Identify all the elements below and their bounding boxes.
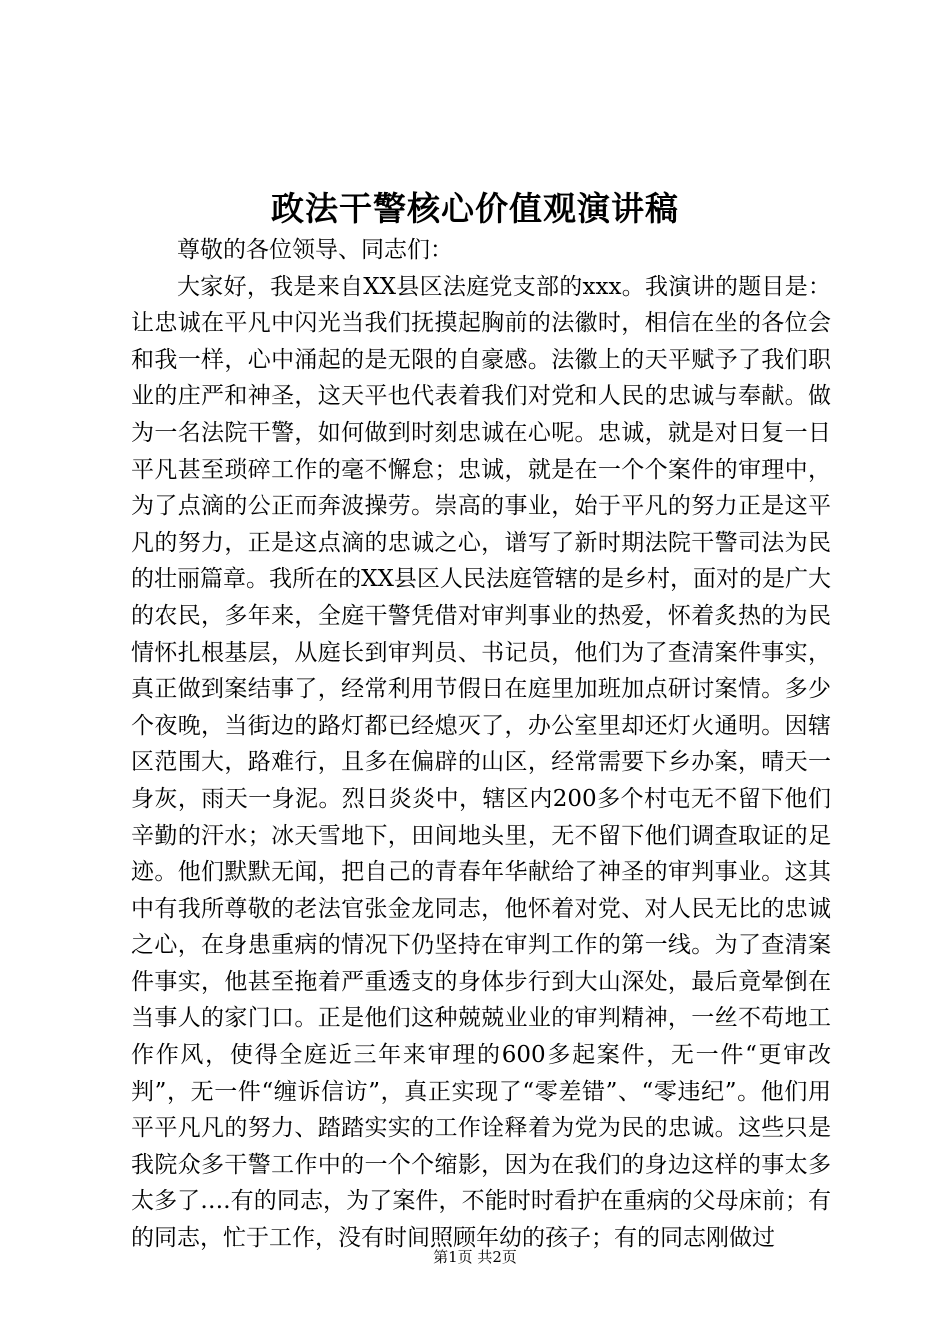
speech-paragraph: 大家好，我是来自XX县区法庭党支部的xxx。我演讲的题目是：让忠诚在平凡中闪光当我们抚摸起胸前的法徽时，相信在坐的各位会和我一样，心中涌起的是无限的自豪感。法徽上的天平赋予了我们职业的庄严和神圣，这天平也代表着我们对党和人民的忠诚与奉献。做为一名法院干警，如何做到时刻忠诚在心呢。忠诚，就是对日复一日平凡甚至琐碎工作的毫不懈怠；忠诚，就是在一个个案件的审理中，为了点滴的公正而奔波操劳。崇高的事业，始于平凡的努力正是这平凡的努力，正是这点滴的忠诚之心，谱写了新时期法院干警司法为民的壮丽篇章。我所在的XX县区人民法庭管辖的是乡村，面对的是广大的农民，多年来，全庭干警凭借对审判事业的热爱，怀着炙热的为民情怀扎根基层，从庭长到审判员、书记员，他们为了查清案件事实，真正做到案结事了，经常利用节假日在庭里加班加点研讨案情。多少个夜晚，当街边的路灯都已经熄灭了，办公室里却还灯火通明。因辖区范围大，路难行，且多在偏辟的山区，经常需要下乡办案，晴天一身灰，雨天一身泥。烈日炎炎中，辖区内200多个村屯无不留下他们辛勤的汗水；冰天雪地下，田间地头里，无不留下他们调查取证的足迹。他们默默无闻，把自己的青春年华献给了神圣的审判事业。这其中有我所尊敬的老法官张金龙同志，他怀着对党、对人民无比的忠诚之心，在身患重病的情况下仍坚持在审判工作的第一线。为了查清案件事实，他甚至拖着严重透支的身体步行到大山深处，最后竟晕倒在当事人的家门口。正是他们这种兢兢业业的审判精神，一丝不苟地工作作风，使得全庭近三年来审理的600多起案件，无一件“更审改判”，无一件“缠诉信访”，真正实现了“零差错”、“零违纪”。他们用平平凡凡的努力、踏踏实实的工作诠释着为党为民的忠诚。这些只是我院众多干警工作中的一个个缩影，因为在我们的身边这样的事太多太多了….有的同志，为了案件，不能时时看护在重病的父母床前；有的同志，忙于工作，没有时间照顾年幼的孩子；有的同志刚做过 (131, 273, 831, 1252)
document-title: 政法干警核心价值观演讲稿 (271, 189, 679, 228)
salutation-paragraph: 尊敬的各位领导、同志们： (177, 237, 453, 263)
page-footer: 第1页 共2页 (433, 1248, 517, 1266)
document-body (131, 232, 831, 1257)
